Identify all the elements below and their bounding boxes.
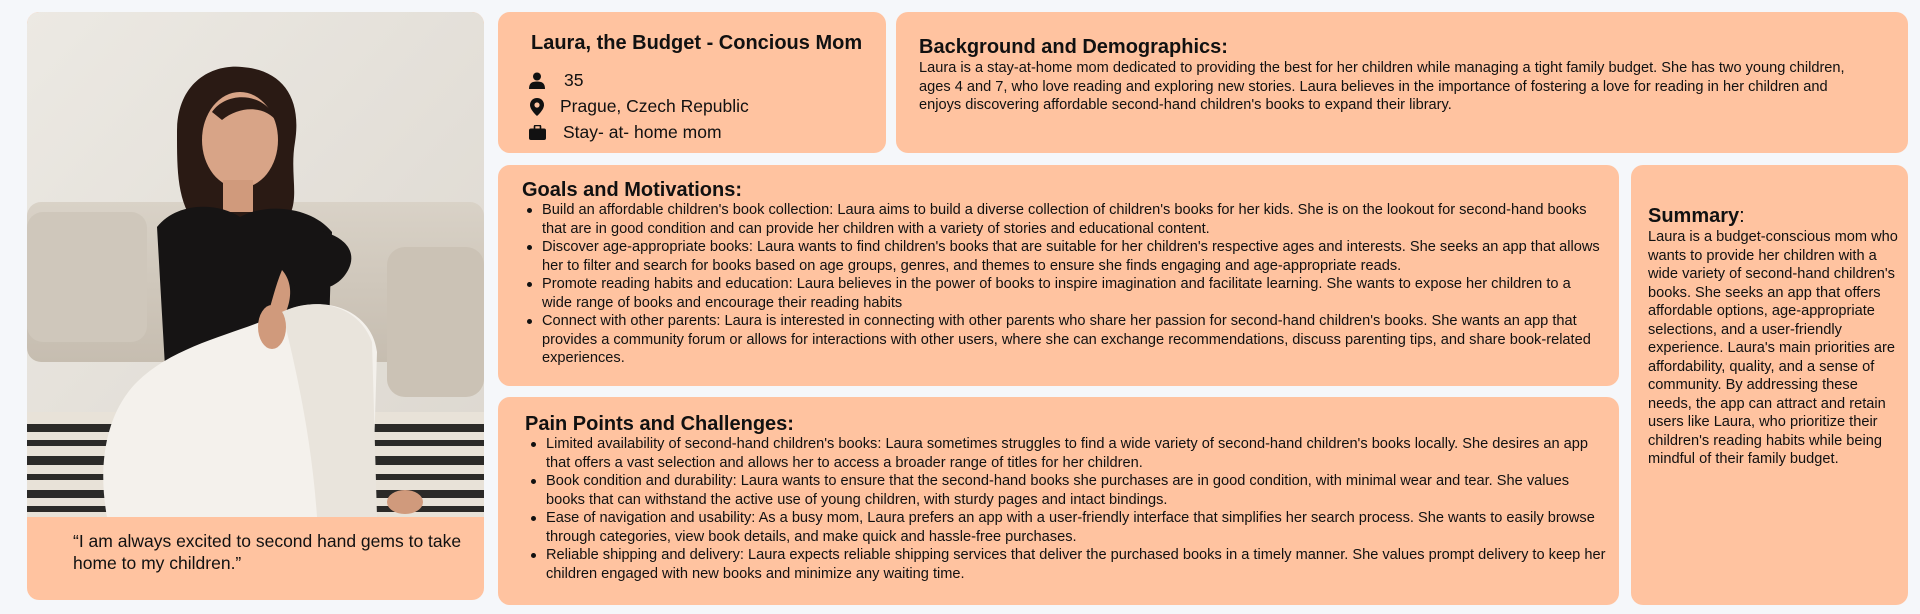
pain-points-title: Pain Points and Challenges: [525, 413, 794, 435]
pain-points-list [527, 435, 1609, 583]
goals-list [523, 201, 1603, 368]
background-card [896, 12, 1908, 153]
summary-title [1648, 205, 1745, 228]
list-item: Book condition and durability: Laura wants to ensure that the second-hand books she purchases are in good condition, with minimal wear and tear. She values books that can withstand the active use of young children, with sturdy pages and intact bindings. [527, 472, 1609, 509]
pain-points-card [498, 397, 1619, 605]
background-text: Laura is a stay-at-home mom dedicated to providing the best for her children while managing a tight family budget. She has two young children, ages 4 and 7, who love reading and exploring new stories. Laura believes in the importance of fostering a love for reading in her children and enjoys discovering affordable second-hand children's books to expand their library. [919, 60, 1845, 113]
summary-card [1631, 165, 1908, 605]
list-item: Discover age-appropriate books: Laura wants to find children's books that are suitable for her children's respective ages and interests. She seeks an app that allows her to filter and search for books based on age groups, genres, and themes to ensure she finds engaging and age-appropriate reads. [523, 238, 1603, 275]
background-title: Background and Demographics: [919, 36, 1228, 58]
list-item: Build an affordable children's book collection: Laura aims to build a diverse collection of children's books for her kids. She is on the lookout for second-hand books that are in good condition and can provide her children with a variety of stories and educational content. [523, 201, 1603, 238]
goals-title: Goals and Motivations: [522, 179, 743, 201]
persona-occupation: Stay- at- home mom [563, 122, 722, 142]
persona-location-row [528, 96, 749, 117]
person-icon [528, 72, 546, 90]
persona-photo-card [27, 12, 484, 600]
briefcase-icon [528, 124, 546, 142]
persona-location: Prague, Czech Republic [560, 96, 749, 116]
persona-photo [27, 12, 484, 517]
list-item: Promote reading habits and education: Laura believes in the power of books to inspire imagination and facilitate learning. She wants to expose her children to a wide range of books and encourage their reading habits [523, 275, 1603, 312]
persona-identity-card [498, 12, 886, 153]
goals-card [498, 165, 1619, 386]
list-item: Reliable shipping and delivery: Laura expects reliable shipping services that deliver the purchased books in a timely manner. She values prompt delivery to keep her children engaged with new books and minimize any waiting time. [527, 546, 1609, 583]
list-item: Connect with other parents: Laura is interested in connecting with other parents who share her passion for second-hand children's books. She wants an app that provides a community forum or allows for interactions with other users, where she can exchange recommendations, discuss parenting tips, and share book-related experiences. [523, 312, 1603, 368]
persona-occupation-row [528, 122, 722, 143]
persona-age-row [528, 70, 583, 91]
list-item: Limited availability of second-hand children's books: Laura sometimes struggles to find a wide variety of second-hand children's books locally. She desires an app that offers a vast selection and allows her to access a broader range of titles for her children. [527, 435, 1609, 472]
persona-quote: “I am always excited to second hand gems to take home to my children.” [73, 531, 462, 573]
list-item: Ease of navigation and usability: As a busy mom, Laura prefers an app with a user-friendly interface that simplifies her search process. She wants to easily browse through categories, view book details, and make quick and hassle-free purchases. [527, 509, 1609, 546]
persona-age: 35 [564, 70, 584, 90]
summary-text: Laura is a budget-conscious mom who wants to provide her children with a wide variety of second-hand children's books. She seeks an app that offers affordable options, age-appropriate selections, and a user-friendly experience. Laura's main priorities are affordability, quality, and a sense of community. By addressing these needs, the app can attract and retain users like Laura, who prioritize their children's reading habits while being mindful of their family budget. [1648, 229, 1898, 467]
summary-title-colon: : [1739, 205, 1745, 227]
summary-title-text: Summary [1648, 205, 1740, 227]
location-pin-icon [528, 98, 546, 116]
persona-name: Laura, the Budget - Concious Mom [531, 32, 863, 54]
